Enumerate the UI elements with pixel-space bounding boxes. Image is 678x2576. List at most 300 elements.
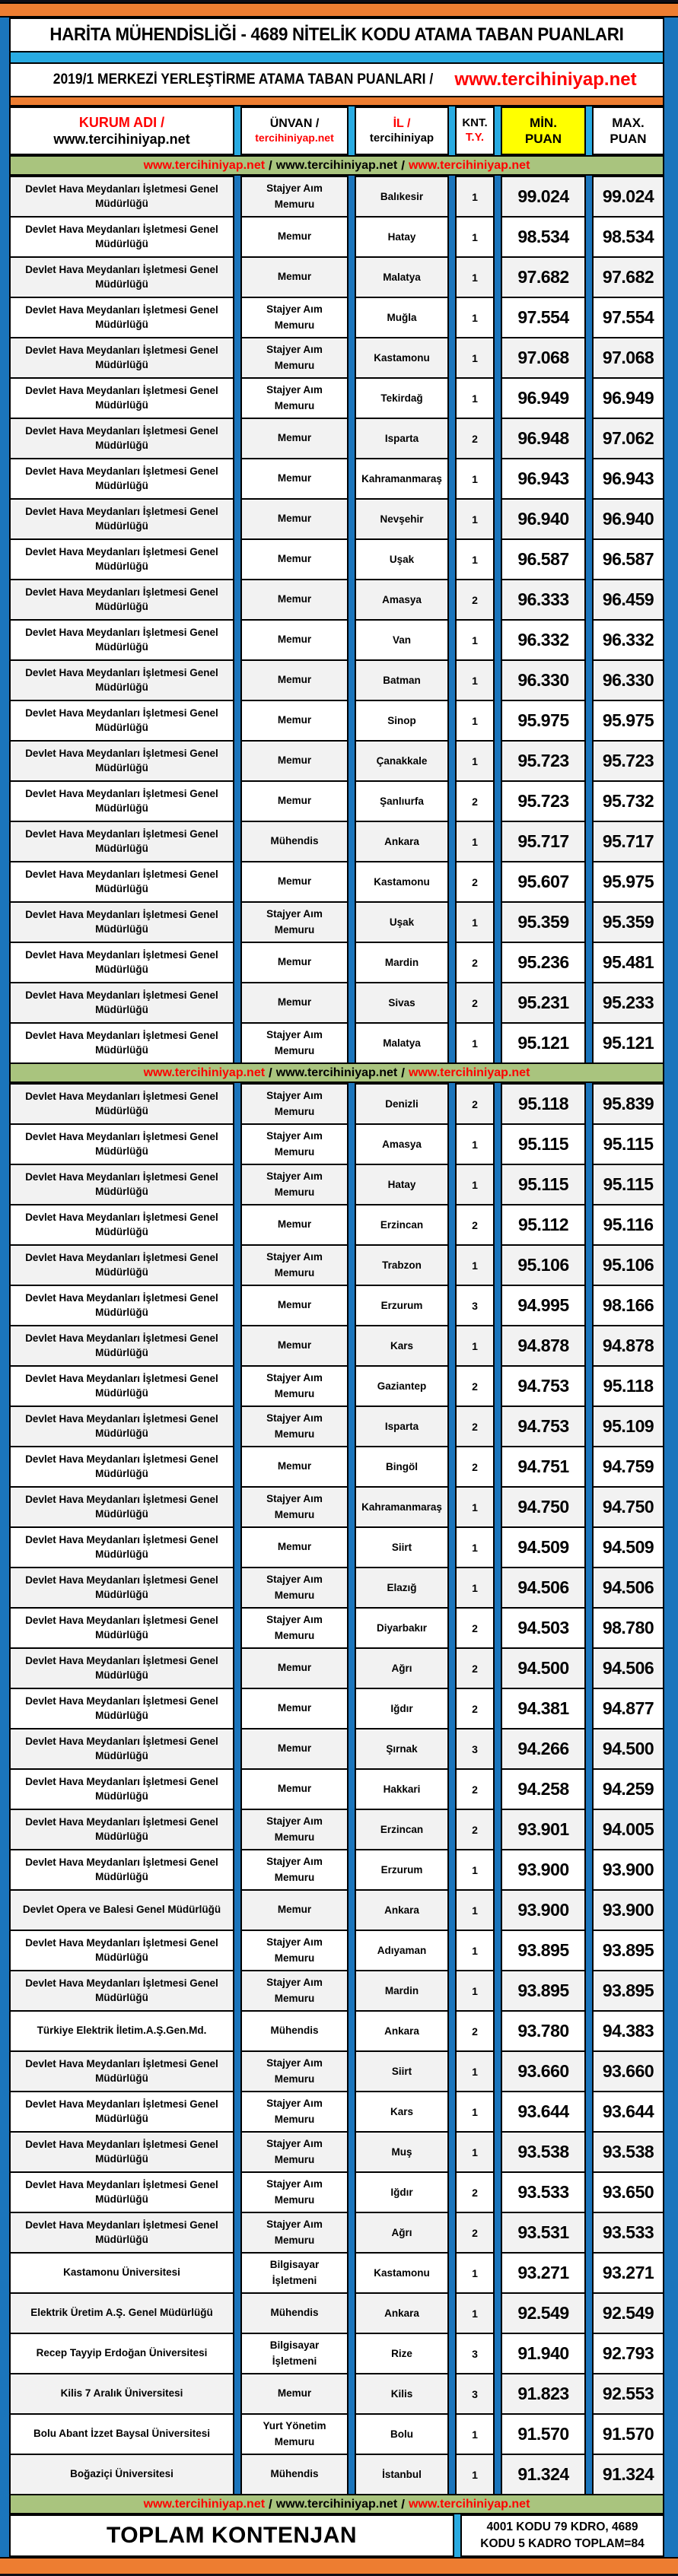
quota-detail-line1: 4001 KODU 79 KDRO, 4689: [486, 2520, 638, 2533]
kurum-cell: Devlet Hava Meydanları İşletmesi Genel Müdürlüğü: [9, 1204, 234, 1244]
orange-divider-bar: [9, 97, 664, 106]
il-cell: Çanakkale: [355, 740, 449, 780]
unvan-cell: Mühendis: [240, 821, 349, 861]
table-body: [9, 176, 664, 2514]
table-row: [9, 337, 664, 377]
website-url-black: www.tercihiniyap.net: [275, 1066, 398, 1079]
il-cell: Gaziantep: [355, 1365, 449, 1406]
unvan-cell: Stajyer Aım Memuru: [240, 2171, 349, 2212]
il-cell: Erzurum: [355, 1849, 449, 1889]
kurum-cell: Devlet Hava Meydanları İşletmesi Genel Müdürlüğü: [9, 942, 234, 982]
max-cell: 97.062: [592, 418, 664, 458]
min-cell: 95.115: [501, 1123, 586, 1164]
il-cell: Kilis: [355, 2373, 449, 2413]
kurum-cell: Devlet Hava Meydanları İşletmesi Genel Müdürlüğü: [9, 901, 234, 942]
table-row: [9, 659, 664, 700]
knt-cell: 1: [455, 821, 495, 861]
unvan-cell: Yurt Yönetim Memuru: [240, 2413, 349, 2454]
knt-cell: 2: [455, 780, 495, 821]
kurum-cell: Devlet Hava Meydanları İşletmesi Genel Müdürlüğü: [9, 1446, 234, 1486]
kurum-cell: Kastamonu Üniversitesi: [9, 2252, 234, 2292]
kurum-cell: Devlet Hava Meydanları İşletmesi Genel Müdürlüğü: [9, 1647, 234, 1688]
knt-cell: 1: [455, 176, 495, 216]
unvan-cell: Memur: [240, 579, 349, 619]
il-cell: Ağrı: [355, 1647, 449, 1688]
table-row: [9, 982, 664, 1022]
table-row: [9, 1446, 664, 1486]
table-row: [9, 418, 664, 458]
unvan-cell: Mühendis: [240, 2010, 349, 2050]
knt-cell: 2: [455, 1406, 495, 1446]
unvan-cell: Memur: [240, 740, 349, 780]
max-cell: 93.900: [592, 1889, 664, 1930]
min-cell: 94.878: [501, 1325, 586, 1365]
il-cell: Siirt: [355, 1526, 449, 1567]
knt-cell: 1: [455, 1123, 495, 1164]
max-cell: 98.534: [592, 216, 664, 256]
il-cell: Kars: [355, 1325, 449, 1365]
kurum-cell: Devlet Hava Meydanları İşletmesi Genel Müdürlüğü: [9, 2212, 234, 2252]
website-separator-bar-mid: [9, 1062, 664, 1083]
table-row: [9, 780, 664, 821]
unvan-cell: Stajyer Aım Memuru: [240, 2131, 349, 2171]
il-cell: Kastamonu: [355, 861, 449, 901]
table-row: [9, 2333, 664, 2373]
min-cell: 94.381: [501, 1688, 586, 1728]
unvan-cell: Mühendis: [240, 2454, 349, 2494]
unvan-cell: Mühendis: [240, 2292, 349, 2333]
kurum-cell: Devlet Hava Meydanları İşletmesi Genel Müdürlüğü: [9, 1164, 234, 1204]
unvan-cell: Stajyer Aım Memuru: [240, 2091, 349, 2131]
min-cell: 96.333: [501, 579, 586, 619]
il-cell: Siirt: [355, 2050, 449, 2091]
min-cell: 93.780: [501, 2010, 586, 2050]
knt-cell: 1: [455, 2252, 495, 2292]
table-row: [9, 1930, 664, 1970]
unvan-cell: Memur: [240, 780, 349, 821]
il-cell: Şırnak: [355, 1728, 449, 1768]
knt-cell: 1: [455, 337, 495, 377]
max-cell: 95.233: [592, 982, 664, 1022]
column-header-min-puan: [501, 106, 586, 155]
min-cell: 93.660: [501, 2050, 586, 2091]
table-row: [9, 1647, 664, 1688]
table-row: [9, 2373, 664, 2413]
knt-cell: 1: [455, 1849, 495, 1889]
kurum-cell: Devlet Hava Meydanları İşletmesi Genel Müdürlüğü: [9, 1526, 234, 1567]
knt-cell: 1: [455, 256, 495, 297]
il-cell: Diyarbakır: [355, 1607, 449, 1647]
il-header-line1: İL /: [393, 116, 411, 130]
il-cell: Iğdır: [355, 1688, 449, 1728]
kurum-cell: Devlet Hava Meydanları İşletmesi Genel Müdürlüğü: [9, 1809, 234, 1849]
table-row: [9, 2050, 664, 2091]
unvan-cell: Stajyer Aım Memuru: [240, 1930, 349, 1970]
min-cell: 95.118: [501, 1083, 586, 1123]
kurum-cell: Devlet Hava Meydanları İşletmesi Genel Müdürlüğü: [9, 176, 234, 216]
max-cell: 95.839: [592, 1083, 664, 1123]
knt-cell: 1: [455, 1970, 495, 2010]
max-cell: 91.570: [592, 2413, 664, 2454]
table-row: [9, 942, 664, 982]
kurum-cell: Devlet Hava Meydanları İşletmesi Genel Müdürlüğü: [9, 821, 234, 861]
knt-cell: 2: [455, 2171, 495, 2212]
table-row: [9, 1244, 664, 1285]
unvan-cell: Stajyer Aım Memuru: [240, 377, 349, 418]
max-cell: 95.115: [592, 1164, 664, 1204]
table-row: [9, 740, 664, 780]
il-cell: Mardin: [355, 942, 449, 982]
max-cell: 97.682: [592, 256, 664, 297]
max-header-line2: PUAN: [610, 132, 647, 146]
knt-cell: 2: [455, 1204, 495, 1244]
table-row: [9, 2292, 664, 2333]
max-cell: 95.106: [592, 1244, 664, 1285]
website-url-red: www.tercihiniyap.net: [408, 158, 530, 172]
max-cell: 94.506: [592, 1647, 664, 1688]
max-cell: 93.650: [592, 2171, 664, 2212]
website-separator-bar-top: [9, 155, 664, 176]
kurum-cell: Devlet Opera ve Balesi Genel Müdürlüğü: [9, 1889, 234, 1930]
min-cell: 93.531: [501, 2212, 586, 2252]
unvan-cell: Stajyer Aım Memuru: [240, 1486, 349, 1526]
knt-cell: 1: [455, 2454, 495, 2494]
max-cell: 96.949: [592, 377, 664, 418]
unvan-cell: Stajyer Aım Memuru: [240, 1809, 349, 1849]
min-cell: 94.506: [501, 1567, 586, 1607]
max-cell: 95.717: [592, 821, 664, 861]
table-row: [9, 2091, 664, 2131]
min-cell: 92.549: [501, 2292, 586, 2333]
slash-divider: /: [401, 2496, 405, 2511]
unvan-cell: Memur: [240, 1728, 349, 1768]
min-cell: 93.900: [501, 1849, 586, 1889]
min-cell: 93.895: [501, 1970, 586, 2010]
kurum-header-line2: www.tercihiniyap.net: [53, 132, 190, 147]
max-cell: 92.553: [592, 2373, 664, 2413]
max-cell: 93.644: [592, 2091, 664, 2131]
table-row: [9, 1164, 664, 1204]
min-cell: 95.717: [501, 821, 586, 861]
unvan-cell: Stajyer Aım Memuru: [240, 1123, 349, 1164]
il-cell: Ankara: [355, 2010, 449, 2050]
il-cell: Ağrı: [355, 2212, 449, 2252]
kurum-cell: Devlet Hava Meydanları İşletmesi Genel Müdürlüğü: [9, 780, 234, 821]
table-row: [9, 2413, 664, 2454]
il-cell: Isparta: [355, 418, 449, 458]
kurum-cell: Devlet Hava Meydanları İşletmesi Genel Müdürlüğü: [9, 619, 234, 659]
unvan-cell: Memur: [240, 498, 349, 538]
max-cell: 93.533: [592, 2212, 664, 2252]
page-title: HARİTA MÜHENDİSLİĞİ - 4689 NİTELİK KODU ATAMA TABAN PUANLARI: [49, 24, 624, 45]
kurum-cell: Devlet Hava Meydanları İşletmesi Genel Müdürlüğü: [9, 1688, 234, 1728]
unvan-cell: Stajyer Aım Memuru: [240, 297, 349, 337]
max-cell: 96.332: [592, 619, 664, 659]
unvan-cell: Memur: [240, 2373, 349, 2413]
unvan-cell: Memur: [240, 1647, 349, 1688]
min-cell: 91.570: [501, 2413, 586, 2454]
website-url-red: www.tercihiniyap.net: [408, 1066, 530, 1079]
knt-cell: 2: [455, 1688, 495, 1728]
kurum-cell: Devlet Hava Meydanları İşletmesi Genel Müdürlüğü: [9, 458, 234, 498]
max-cell: 95.115: [592, 1123, 664, 1164]
max-cell: 94.750: [592, 1486, 664, 1526]
min-cell: 95.723: [501, 780, 586, 821]
max-cell: 94.500: [592, 1728, 664, 1768]
knt-cell: 2: [455, 1768, 495, 1809]
slash-divider: /: [401, 1065, 405, 1080]
kurum-cell: Devlet Hava Meydanları İşletmesi Genel Müdürlüğü: [9, 740, 234, 780]
knt-cell: 1: [455, 458, 495, 498]
max-cell: 93.895: [592, 1970, 664, 2010]
max-cell: 95.118: [592, 1365, 664, 1406]
kurum-cell: Devlet Hava Meydanları İşletmesi Genel Müdürlüğü: [9, 216, 234, 256]
total-quota-value-cell: [460, 2514, 664, 2557]
min-cell: 93.901: [501, 1809, 586, 1849]
max-cell: 95.732: [592, 780, 664, 821]
kurum-cell: Devlet Hava Meydanları İşletmesi Genel Müdürlüğü: [9, 1325, 234, 1365]
unvan-cell: Memur: [240, 619, 349, 659]
knt-cell: 2: [455, 1365, 495, 1406]
table-row: [9, 1285, 664, 1325]
il-cell: Isparta: [355, 1406, 449, 1446]
max-cell: 93.271: [592, 2252, 664, 2292]
min-cell: 93.533: [501, 2171, 586, 2212]
min-cell: 99.024: [501, 176, 586, 216]
website-url-red: www.tercihiniyap.net: [408, 2497, 530, 2511]
kurum-cell: Devlet Hava Meydanları İşletmesi Genel Müdürlüğü: [9, 377, 234, 418]
website-url-red: www.tercihiniyap.net: [143, 158, 266, 172]
table-row: [9, 256, 664, 297]
min-cell: 97.068: [501, 337, 586, 377]
il-header-line2: tercihiniyap: [369, 131, 434, 145]
table-row: [9, 2010, 664, 2050]
min-cell: 94.995: [501, 1285, 586, 1325]
top-orange-bar: [0, 2, 678, 17]
knt-cell: 2: [455, 1809, 495, 1849]
knt-cell: 1: [455, 538, 495, 579]
kurum-cell: Devlet Hava Meydanları İşletmesi Genel Müdürlüğü: [9, 1970, 234, 2010]
kurum-cell: Devlet Hava Meydanları İşletmesi Genel Müdürlüğü: [9, 1083, 234, 1123]
il-cell: Hakkari: [355, 1768, 449, 1809]
table-row: [9, 861, 664, 901]
kurum-cell: Devlet Hava Meydanları İşletmesi Genel Müdürlüğü: [9, 1406, 234, 1446]
min-cell: 97.554: [501, 297, 586, 337]
max-cell: 94.506: [592, 1567, 664, 1607]
table-row: [9, 821, 664, 861]
kurum-cell: Devlet Hava Meydanları İşletmesi Genel Müdürlüğü: [9, 1486, 234, 1526]
knt-cell: 1: [455, 1567, 495, 1607]
total-quota-label: TOPLAM KONTENJAN: [106, 2523, 358, 2548]
max-cell: 96.587: [592, 538, 664, 579]
table-row: [9, 1728, 664, 1768]
knt-cell: 1: [455, 619, 495, 659]
table-row: [9, 1849, 664, 1889]
unvan-cell: Stajyer Aım Memuru: [240, 2212, 349, 2252]
unvan-cell: Bilgisayar İşletmeni: [240, 2333, 349, 2373]
column-header-max-puan: [592, 106, 664, 155]
min-cell: 96.943: [501, 458, 586, 498]
table-row: [9, 1406, 664, 1446]
max-cell: 94.877: [592, 1688, 664, 1728]
unvan-cell: Memur: [240, 1768, 349, 1809]
table-row: [9, 1204, 664, 1244]
max-cell: 97.554: [592, 297, 664, 337]
il-cell: Ankara: [355, 2292, 449, 2333]
unvan-cell: Stajyer Aım Memuru: [240, 1567, 349, 1607]
knt-cell: 2: [455, 982, 495, 1022]
knt-cell: 3: [455, 2373, 495, 2413]
max-cell: 95.359: [592, 901, 664, 942]
knt-cell: 2: [455, 861, 495, 901]
knt-cell: 1: [455, 901, 495, 942]
kurum-cell: Devlet Hava Meydanları İşletmesi Genel Müdürlüğü: [9, 2091, 234, 2131]
min-cell: 96.332: [501, 619, 586, 659]
max-cell: 93.900: [592, 1849, 664, 1889]
min-header-line2: PUAN: [524, 132, 562, 146]
unvan-cell: Memur: [240, 1285, 349, 1325]
knt-cell: 1: [455, 297, 495, 337]
il-cell: Bingöl: [355, 1446, 449, 1486]
max-cell: 96.940: [592, 498, 664, 538]
kurum-cell: Devlet Hava Meydanları İşletmesi Genel Müdürlüğü: [9, 1768, 234, 1809]
min-cell: 95.115: [501, 1164, 586, 1204]
il-cell: Rize: [355, 2333, 449, 2373]
footer-row: [9, 2514, 664, 2557]
min-cell: 95.975: [501, 700, 586, 740]
kurum-cell: Devlet Hava Meydanları İşletmesi Genel Müdürlüğü: [9, 256, 234, 297]
min-cell: 93.538: [501, 2131, 586, 2171]
il-cell: Muş: [355, 2131, 449, 2171]
knt-cell: 1: [455, 1889, 495, 1930]
kurum-cell: Elektrik Üretim A.Ş. Genel Müdürlüğü: [9, 2292, 234, 2333]
table-row: [9, 1123, 664, 1164]
min-cell: 94.753: [501, 1406, 586, 1446]
max-cell: 95.109: [592, 1406, 664, 1446]
il-cell: Bolu: [355, 2413, 449, 2454]
il-cell: Batman: [355, 659, 449, 700]
column-header-il: [355, 106, 449, 155]
knt-cell: 1: [455, 1022, 495, 1062]
table-row: [9, 1365, 664, 1406]
unvan-cell: Stajyer Aım Memuru: [240, 1083, 349, 1123]
cyan-divider-bar: [9, 52, 664, 64]
table-row: [9, 216, 664, 256]
min-cell: 95.106: [501, 1244, 586, 1285]
kurum-cell: Devlet Hava Meydanları İşletmesi Genel Müdürlüğü: [9, 579, 234, 619]
slash-divider: /: [269, 1065, 272, 1080]
table-row: [9, 1022, 664, 1062]
il-cell: Hatay: [355, 216, 449, 256]
max-cell: 91.324: [592, 2454, 664, 2494]
min-cell: 96.940: [501, 498, 586, 538]
table-row: [9, 1526, 664, 1567]
unvan-cell: Memur: [240, 700, 349, 740]
table-row: [9, 1688, 664, 1728]
il-cell: Mardin: [355, 1970, 449, 2010]
unvan-cell: Stajyer Aım Memuru: [240, 1365, 349, 1406]
table-row: [9, 1325, 664, 1365]
min-cell: 94.751: [501, 1446, 586, 1486]
unvan-cell: Memur: [240, 1325, 349, 1365]
max-cell: 93.660: [592, 2050, 664, 2091]
table-row: [9, 2131, 664, 2171]
il-cell: Tekirdağ: [355, 377, 449, 418]
kurum-cell: Türkiye Elektrik İletim.A.Ş.Gen.Md.: [9, 2010, 234, 2050]
max-cell: 95.481: [592, 942, 664, 982]
max-cell: 92.793: [592, 2333, 664, 2373]
unvan-cell: Stajyer Aım Memuru: [240, 2050, 349, 2091]
unvan-cell: Stajyer Aım Memuru: [240, 901, 349, 942]
subtitle-website-link: www.tercihiniyap.net: [454, 69, 637, 90]
il-cell: Elazığ: [355, 1567, 449, 1607]
il-cell: Sinop: [355, 700, 449, 740]
knt-header-line2: T.Y.: [465, 131, 485, 144]
min-cell: 91.823: [501, 2373, 586, 2413]
table-row: [9, 901, 664, 942]
unvan-cell: Stajyer Aım Memuru: [240, 1406, 349, 1446]
slash-divider: /: [269, 2496, 272, 2511]
il-cell: Erzurum: [355, 1285, 449, 1325]
min-cell: 95.607: [501, 861, 586, 901]
min-header-line1: MİN.: [530, 115, 557, 130]
website-url-red: www.tercihiniyap.net: [143, 2497, 266, 2511]
il-cell: Muğla: [355, 297, 449, 337]
il-cell: Uşak: [355, 538, 449, 579]
knt-cell: 1: [455, 659, 495, 700]
knt-cell: 2: [455, 2212, 495, 2252]
min-cell: 94.750: [501, 1486, 586, 1526]
unvan-header-line2: tercihiniyap.net: [255, 132, 334, 145]
il-cell: Trabzon: [355, 1244, 449, 1285]
max-cell: 99.024: [592, 176, 664, 216]
min-cell: 95.359: [501, 901, 586, 942]
kurum-cell: Devlet Hava Meydanları İşletmesi Genel Müdürlüğü: [9, 1244, 234, 1285]
table-frame: [0, 17, 678, 2557]
max-cell: 95.975: [592, 861, 664, 901]
min-cell: 98.534: [501, 216, 586, 256]
subtitle-text: 2019/1 MERKEZİ YERLEŞTİRME ATAMA TABAN PUANLARI /: [53, 71, 434, 87]
max-cell: 92.549: [592, 2292, 664, 2333]
min-cell: 93.895: [501, 1930, 586, 1970]
table-row: [9, 619, 664, 659]
unvan-cell: Memur: [240, 256, 349, 297]
knt-cell: 2: [455, 2010, 495, 2050]
kurum-cell: Devlet Hava Meydanları İşletmesi Genel Müdürlüğü: [9, 2131, 234, 2171]
il-cell: Ankara: [355, 1889, 449, 1930]
kurum-cell: Devlet Hava Meydanları İşletmesi Genel Müdürlüğü: [9, 498, 234, 538]
knt-cell: 3: [455, 1728, 495, 1768]
min-cell: 96.949: [501, 377, 586, 418]
max-cell: 93.895: [592, 1930, 664, 1970]
min-cell: 94.509: [501, 1526, 586, 1567]
table-row: [9, 1486, 664, 1526]
table-row: [9, 1889, 664, 1930]
kurum-cell: Devlet Hava Meydanları İşletmesi Genel Müdürlüğü: [9, 2050, 234, 2091]
kurum-cell: Devlet Hava Meydanları İşletmesi Genel Müdürlüğü: [9, 297, 234, 337]
knt-cell: 2: [455, 1647, 495, 1688]
il-cell: İstanbul: [355, 2454, 449, 2494]
table-row: [9, 579, 664, 619]
unvan-cell: Memur: [240, 418, 349, 458]
knt-cell: 1: [455, 740, 495, 780]
knt-cell: 1: [455, 1244, 495, 1285]
il-cell: Erzincan: [355, 1204, 449, 1244]
max-cell: 94.259: [592, 1768, 664, 1809]
min-cell: 96.948: [501, 418, 586, 458]
min-cell: 94.503: [501, 1607, 586, 1647]
unvan-cell: Memur: [240, 1526, 349, 1567]
